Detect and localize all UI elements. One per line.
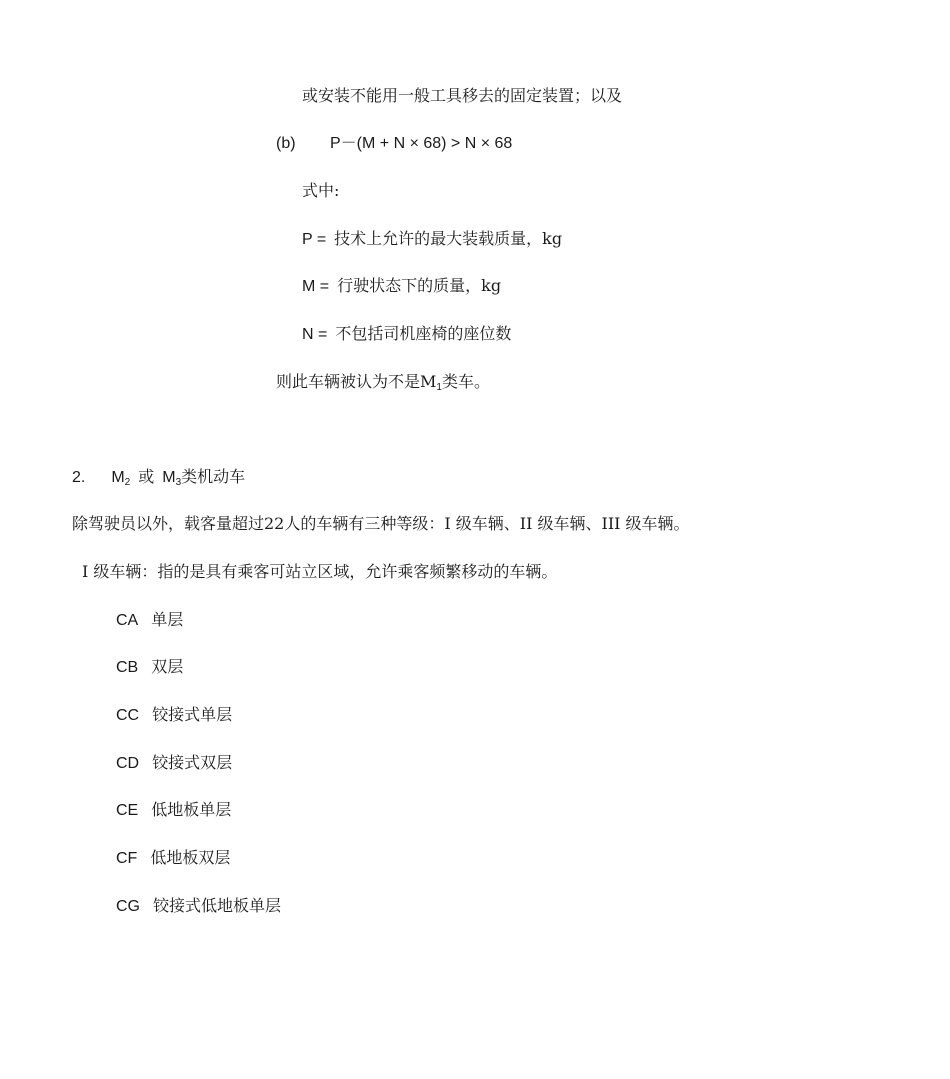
conclusion-suffix: 类车。 <box>441 372 490 391</box>
list-item <box>116 705 232 726</box>
m3-subscript: 3 <box>175 477 182 488</box>
definition-n <box>302 324 511 345</box>
code-desc: 铰接式双层 <box>152 753 233 772</box>
code-label: CE <box>116 802 139 819</box>
m3-symbol: M <box>162 469 176 486</box>
code-label: CA <box>116 612 139 629</box>
section-2-intro: 除驾驶员以外，载客量超过22人的车辆有三种等级：I 级车辆、II 级车辆、III 级车辆。 <box>72 514 690 533</box>
code-desc: 低地板双层 <box>150 848 231 867</box>
symbol-m: M = <box>302 278 330 295</box>
list-item <box>116 896 281 917</box>
desc-n: 不包括司机座椅的座位数 <box>335 324 512 343</box>
desc-p: 技术上允许的最大装载质量，kg <box>334 229 563 248</box>
desc-m: 行驶状态下的质量，kg <box>337 276 502 295</box>
text-line-fixing: 或安装不能用一般工具移去的固定装置；以及 <box>302 86 623 105</box>
code-label: CG <box>116 898 140 915</box>
code-label: CC <box>116 707 140 724</box>
conclusion-line <box>276 372 490 392</box>
code-desc: 铰接式单层 <box>152 705 233 724</box>
code-label: CF <box>116 850 138 867</box>
conclusion-text: 则此车辆被认为不是M <box>276 372 437 391</box>
section-number: 2. <box>72 469 86 486</box>
list-item <box>116 753 232 774</box>
code-desc: 单层 <box>151 610 184 629</box>
symbol-n: N = <box>302 326 328 343</box>
definition-m <box>302 276 501 297</box>
symbol-p: P = <box>302 231 327 248</box>
motor-vehicle-label: 类机动车 <box>181 467 246 486</box>
code-desc: 铰接式低地板单层 <box>153 896 282 915</box>
definition-p <box>302 229 562 250</box>
or-word: 或 <box>138 467 155 486</box>
list-item <box>116 800 231 821</box>
item-b-label: (b) <box>276 135 296 152</box>
list-item <box>116 848 230 869</box>
where-label: 式中: <box>302 181 340 200</box>
list-item <box>116 657 183 678</box>
class-1-definition: I 级车辆：指的是具有乘客可站立区域，允许乘客频繁移动的车辆。 <box>82 562 558 581</box>
code-desc: 低地板单层 <box>151 800 232 819</box>
m2-symbol: M <box>111 469 125 486</box>
formula-b: P－(M + N × 68) > N × 68 <box>330 135 513 152</box>
list-item <box>116 610 183 631</box>
m2-subscript: 2 <box>124 477 131 488</box>
conclusion-subscript: 1 <box>436 382 442 393</box>
code-label: CD <box>116 755 140 772</box>
code-label: CB <box>116 659 139 676</box>
section-2-heading <box>72 467 245 488</box>
code-desc: 双层 <box>151 657 184 676</box>
